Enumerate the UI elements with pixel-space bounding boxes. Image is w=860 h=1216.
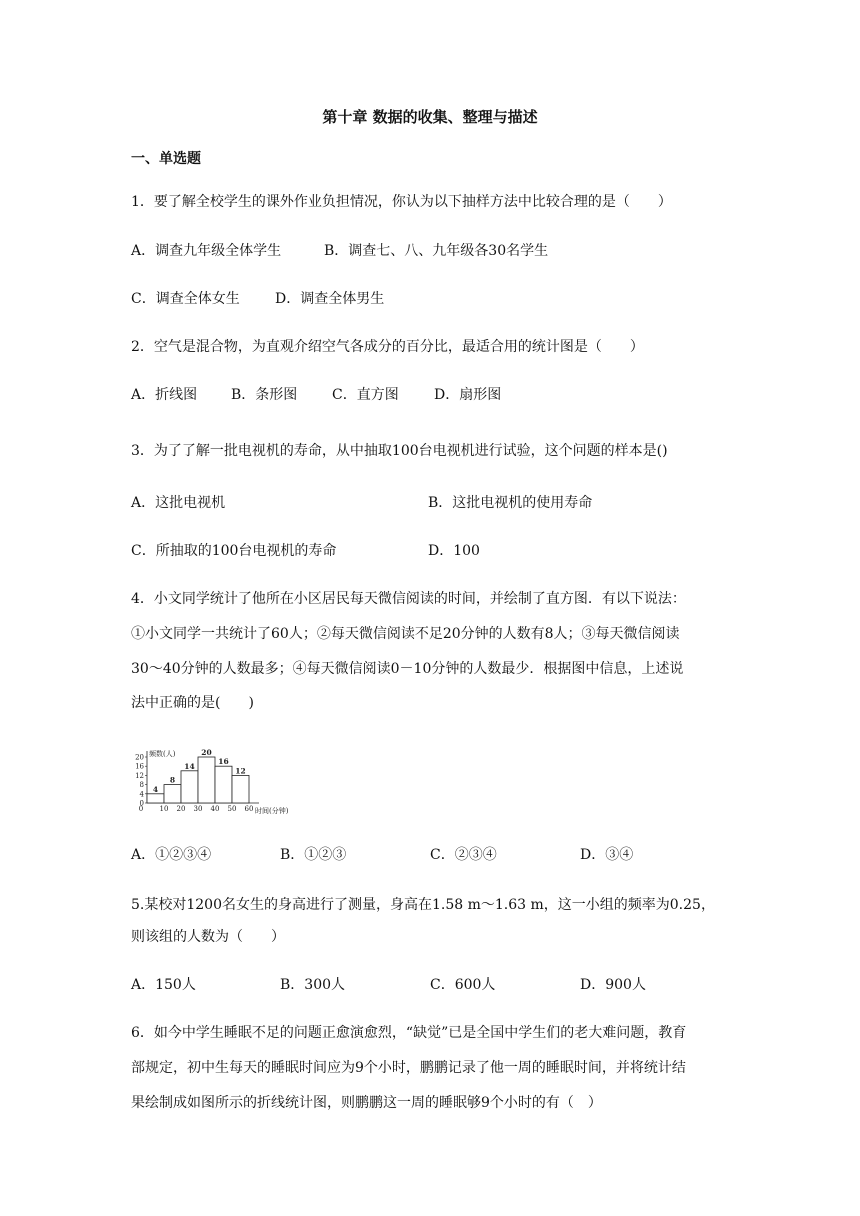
histogram-bar [198, 757, 215, 803]
q3-option-c: C．所抽取的100台电视机的寿命 [131, 543, 337, 559]
question-2-stem: 2．空气是混合物，为直观介绍空气各成分的百分比，最适合用的统计图是（ ） [131, 339, 644, 355]
x-tick-label: 20 [176, 805, 186, 813]
q5-option-c: C．600人 [430, 977, 496, 993]
question-6-line-3: 果绘制成如图所示的折线统计图，则鹏鹏这一周的睡眠够9个小时的有（ ） [131, 1095, 602, 1111]
histogram-bar [232, 775, 249, 803]
q2-option-b: B．条形图 [231, 387, 298, 403]
y-axis-label: 频数(人) [149, 750, 176, 758]
q2-option-d: D．扇形图 [434, 387, 502, 403]
question-5-line-2: 则该组的人数为（ ） [131, 929, 285, 945]
question-4-line-3: 30～40分钟的人数最多；④每天微信阅读0－10分钟的人数最少．根据图中信息，上述说 [131, 661, 684, 677]
q1-option-c: C．调查全体女生 [131, 291, 240, 307]
q5-option-d: D．900人 [580, 977, 646, 993]
bar-value-label: 8 [169, 775, 176, 785]
q3-option-b: B．这批电视机的使用寿命 [428, 495, 593, 511]
q3-option-a: A．这批电视机 [131, 495, 226, 511]
x-tick-label: 10 [159, 805, 169, 813]
histogram-bar [147, 794, 164, 803]
q4-option-c: C．②③④ [430, 847, 497, 863]
y-tick-label: 0 [139, 799, 144, 808]
bar-value-label: 12 [235, 766, 246, 776]
x-tick-label: 40 [210, 805, 220, 813]
question-3-stem: 3．为了了解一批电视机的寿命，从中抽取100台电视机进行试验，这个问题的样本是() [131, 443, 668, 459]
q2-option-a: A．折线图 [131, 387, 198, 403]
x-tick-label: 50 [227, 805, 237, 813]
q5-option-b: B．300人 [280, 977, 346, 993]
y-tick-label: 16 [135, 762, 144, 771]
q4-option-a: A．①②③④ [131, 847, 212, 863]
question-4-line-2: ①小文同学一共统计了60人；②每天微信阅读不足20分钟的人数有8人；③每天微信阅读 [131, 626, 680, 642]
histogram-bar [181, 771, 198, 803]
bar-value-label: 20 [201, 748, 212, 757]
bar-value-label: 16 [218, 757, 229, 767]
question-1-stem: 1．要了解全校学生的课外作业负担情况，你认为以下抽样方法中比较合理的是（ ） [131, 194, 672, 210]
section-heading: 一、单选题 [131, 151, 201, 167]
question-6-line-1: 6．如今中学生睡眠不足的问题正愈演愈烈，“缺觉”已是全国中学生们的老大难问题，教育 [131, 1025, 687, 1041]
q1-option-d: D．调查全体男生 [275, 291, 385, 307]
q4-option-d: D．③④ [580, 847, 634, 863]
x-axis-label: 时间(分钟) [255, 807, 289, 815]
question-5-line-1: 5.某校对1200名女生的身高进行了测量，身高在1.58 m～1.63 m，这一小组的频率为0.25， [131, 897, 715, 913]
q5-option-a: A．150人 [131, 977, 196, 993]
question-4-line-4: 法中正确的是( ) [131, 695, 254, 711]
x-tick-label: 60 [244, 805, 254, 813]
x-tick-label: 30 [193, 805, 203, 813]
histogram-bar [164, 785, 181, 803]
question-6-line-2: 部规定，初中生每天的睡眠时间应为9个小时，鹏鹏记录了他一周的睡眠时间，并将统计结 [131, 1060, 686, 1076]
question-4-line-1: 4．小文同学统计了他所在小区居民每天微信阅读的时间，并绘制了直方图．有以下说法： [131, 591, 686, 607]
q1-option-a: A．调查九年级全体学生 [131, 243, 282, 259]
x-tick-label: 0 [138, 805, 144, 813]
page-title: 第十章 数据的收集、整理与描述 [322, 108, 538, 126]
q1-option-b: B．调查七、八、九年级各30名学生 [324, 243, 549, 259]
q4-option-b: B．①②③ [280, 847, 347, 863]
y-tick-label: 8 [139, 781, 144, 790]
bar-value-label: 14 [184, 761, 195, 771]
y-tick-label: 20 [135, 753, 144, 762]
histogram-bar [215, 766, 232, 803]
histogram-bars [147, 757, 249, 803]
y-tick-label: 12 [135, 771, 144, 780]
frequency-histogram [131, 738, 289, 820]
y-tick-label: 4 [139, 790, 144, 799]
q3-option-d: D．100 [428, 543, 480, 559]
bar-value-label: 4 [152, 784, 159, 794]
q2-option-c: C．直方图 [332, 387, 399, 403]
